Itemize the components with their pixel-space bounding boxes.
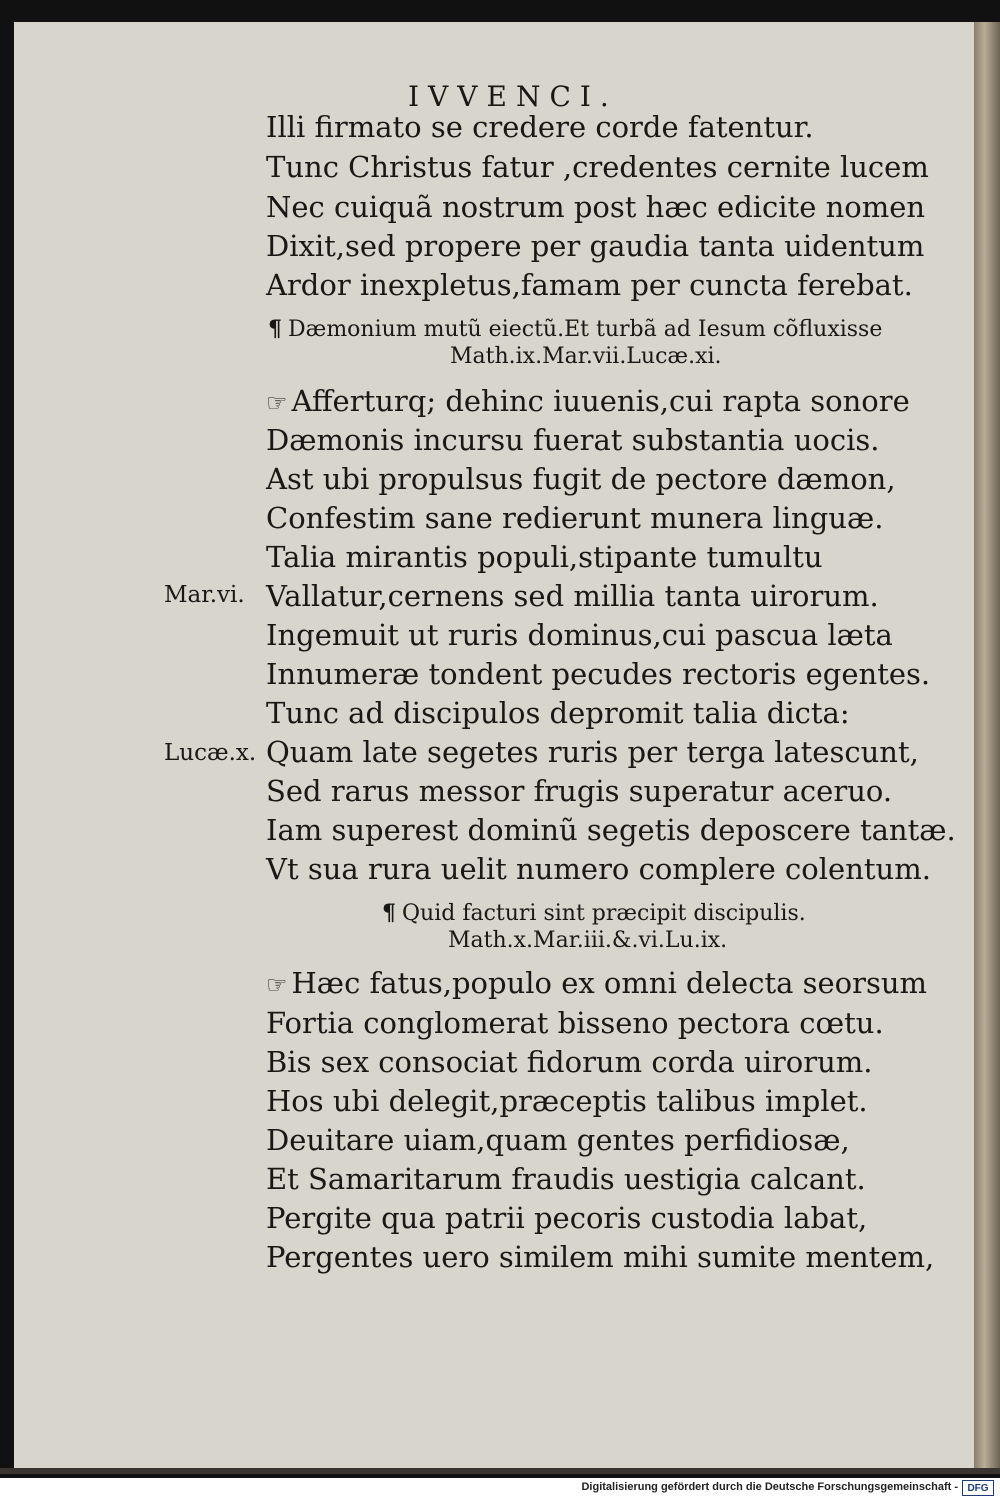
pointing-hand-icon: ☞ xyxy=(266,389,288,417)
pilcrow-icon: ¶ xyxy=(382,900,396,926)
verse-line: Illi firmato se credere corde fatentur. xyxy=(266,110,814,144)
verse-line: ☞ Hæc fatus,populo ex omni delecta seorsum xyxy=(266,966,928,1000)
verse-line: Nec cuiquã nostrum post hæc edicite nomen xyxy=(266,190,926,224)
verse-line: Fortia conglomerat bisseno pectora cœtu. xyxy=(266,1006,884,1040)
note-text: Quid facturi sint præcipit discipulis. xyxy=(402,901,806,926)
verse-line: Quam late segetes ruris per terga latescunt, xyxy=(266,735,919,769)
footer-credit: Digitalisierung gefördert durch die Deutsche Forschungsgemeinschaft - xyxy=(581,1481,958,1493)
verse-line: Iam superest dominũ segetis deposcere tantæ. xyxy=(266,813,956,847)
verse-line: Ingemuit ut ruris dominus,cui pascua læta xyxy=(266,618,893,652)
verse-line: Tunc Christus fatur ,credentes cernite lucem xyxy=(266,150,929,184)
digitization-footer xyxy=(0,1478,1000,1499)
margin-reference: Lucæ.x. xyxy=(164,740,257,766)
next-page-edge xyxy=(974,22,1000,1468)
verse-line: Ardor inexpletus,famam per cuncta ferebat. xyxy=(266,268,913,302)
note-text: Dæmonium mutũ eiectũ.Et turbã ad Iesum cõfluxisse xyxy=(288,317,883,342)
verse-line: Hos ubi delegit,præceptis talibus implet. xyxy=(266,1084,868,1118)
verse-line: Vallatur,cernens sed millia tanta uirorum. xyxy=(266,579,879,613)
verse-line: Confestim sane redierunt munera linguæ. xyxy=(266,501,884,535)
verse-line: ☞ Afferturq; dehinc iuuenis,cui rapta sonore xyxy=(266,384,910,418)
running-title: IVVENCI. xyxy=(408,80,618,113)
verse-line: Pergentes uero similem mihi sumite mentem, xyxy=(266,1240,935,1274)
verse-line: Dæmonis incursu fuerat substantia uocis. xyxy=(266,423,880,457)
margin-reference: Mar.vi. xyxy=(164,582,245,608)
scripture-reference: Math.ix.Mar.vii.Lucæ.xi. xyxy=(450,344,722,369)
section-heading-note xyxy=(268,316,882,342)
verse-line: Vt sua rura uelit numero complere colentum. xyxy=(266,852,931,886)
section-heading-note xyxy=(382,900,806,926)
page-shadow xyxy=(0,1468,1000,1474)
dfg-logo: DFG xyxy=(962,1480,994,1496)
verse-line: Ast ubi propulsus fugit de pectore dæmon, xyxy=(266,462,896,496)
verse-line: Innumeræ tondent pecudes rectoris egentes. xyxy=(266,657,931,691)
pilcrow-icon: ¶ xyxy=(268,316,282,342)
verse-line: Pergite qua patrii pecoris custodia labat, xyxy=(266,1201,868,1235)
verse-line: Tunc ad discipulos depromit talia dicta: xyxy=(266,696,850,730)
verse-line: Et Samaritarum fraudis uestigia calcant. xyxy=(266,1162,866,1196)
scripture-reference: Math.x.Mar.iii.&.vi.Lu.ix. xyxy=(448,928,728,953)
verse-line: Deuitare uiam,quam gentes perfidiosæ, xyxy=(266,1123,850,1157)
pointing-hand-icon: ☞ xyxy=(266,971,288,999)
verse-line: Dixit,sed propere per gaudia tanta uidentum xyxy=(266,229,925,263)
verse-line: Sed rarus messor frugis superatur aceruo. xyxy=(266,774,893,808)
verse-line: Bis sex consociat fidorum corda uirorum. xyxy=(266,1045,873,1079)
verse-line: Talia mirantis populi,stipante tumultu xyxy=(266,540,823,574)
